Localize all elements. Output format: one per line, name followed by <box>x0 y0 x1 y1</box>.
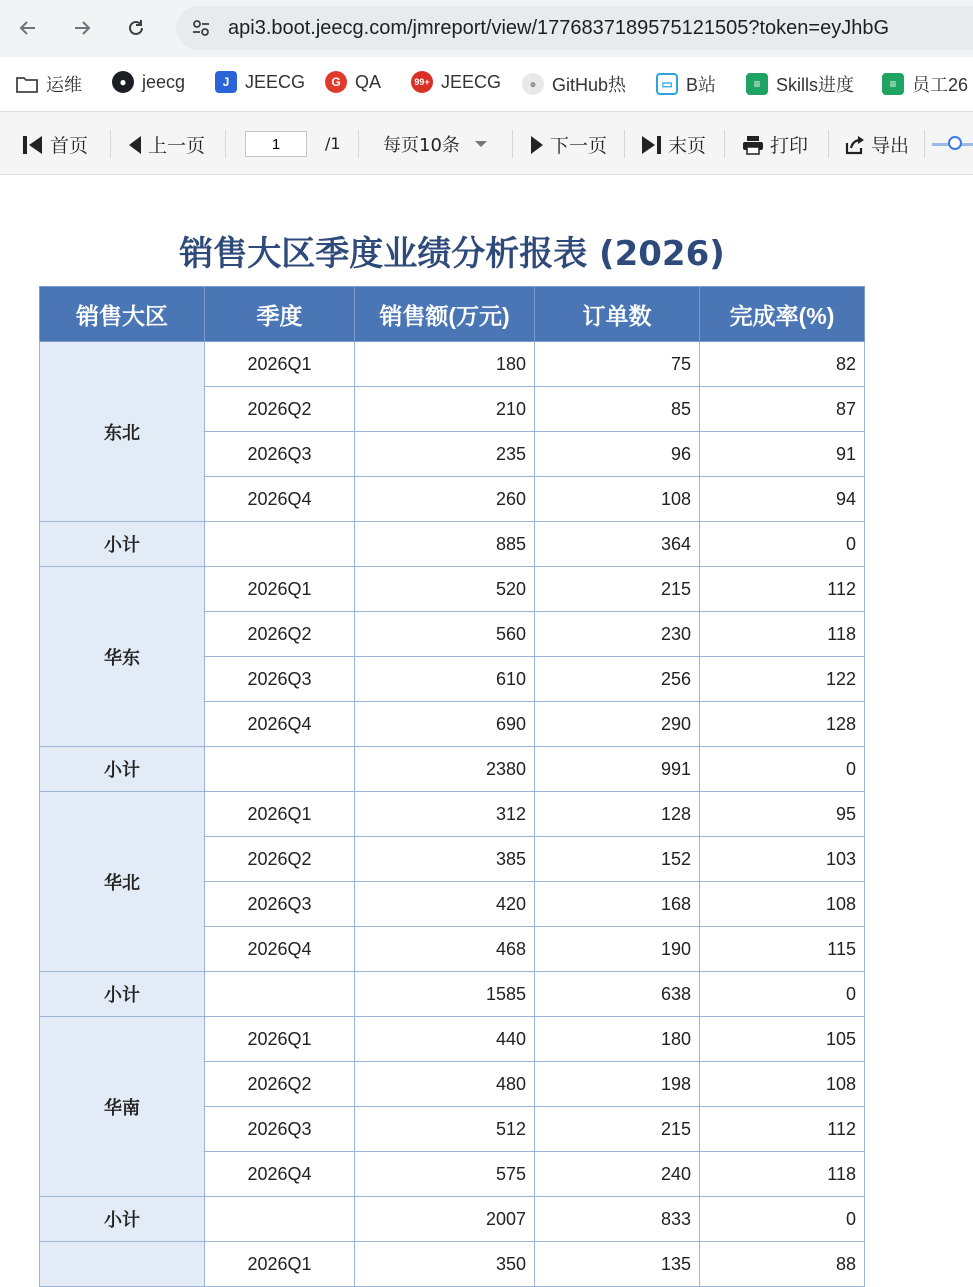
table-row <box>40 567 865 612</box>
bookmark-label: B站 <box>686 75 717 95</box>
orders-cell: 128 <box>535 792 700 837</box>
col-header-completion: 完成率(%) <box>700 287 865 342</box>
reload-icon <box>125 17 147 39</box>
subtotal-sales-cell: 2380 <box>355 747 535 792</box>
orders-cell: 108 <box>535 477 700 522</box>
next-page-label: 下一页 <box>550 135 608 157</box>
page-size-select[interactable] <box>383 131 488 157</box>
zoom-slider[interactable] <box>932 138 973 152</box>
divider <box>110 130 111 158</box>
quarter-cell: 2026Q4 <box>205 477 355 522</box>
sales-cell: 610 <box>355 657 535 702</box>
col-header-orders: 订单数 <box>535 287 700 342</box>
completion-cell: 103 <box>700 837 865 882</box>
jeecg-icon: J <box>215 71 237 93</box>
page-number-input[interactable] <box>245 131 307 157</box>
page-total: /1 <box>325 134 341 153</box>
bookmark-staff[interactable] <box>882 71 968 97</box>
completion-cell: 108 <box>700 882 865 927</box>
completion-cell: 128 <box>700 702 865 747</box>
orders-cell: 230 <box>535 612 700 657</box>
divider <box>924 130 925 158</box>
sales-cell: 180 <box>355 342 535 387</box>
bookmarks-bar <box>0 57 973 112</box>
caret-left-icon <box>128 135 142 155</box>
sheet-icon: ≡ <box>882 73 904 95</box>
bookmark-skills[interactable] <box>746 71 854 97</box>
completion-cell: 115 <box>700 927 865 972</box>
export-button[interactable] <box>845 131 909 158</box>
table-row <box>40 1242 865 1287</box>
last-page-icon <box>640 135 662 155</box>
completion-cell: 112 <box>700 1107 865 1152</box>
bookmark-qa[interactable] <box>325 71 381 93</box>
orders-cell: 135 <box>535 1242 700 1287</box>
github-icon: ● <box>522 73 544 95</box>
sales-cell: 520 <box>355 567 535 612</box>
completion-cell: 108 <box>700 1062 865 1107</box>
first-page-button[interactable] <box>22 131 88 158</box>
last-page-label: 末页 <box>668 135 707 157</box>
table-header-row <box>40 287 865 342</box>
subtotal-quarter-cell <box>205 972 355 1017</box>
bookmark-label: jeecg <box>142 71 186 92</box>
quarter-cell: 2026Q2 <box>205 837 355 882</box>
orders-cell: 85 <box>535 387 700 432</box>
bookmark-label: GitHub热 <box>552 75 627 95</box>
table-row <box>40 792 865 837</box>
sales-cell: 260 <box>355 477 535 522</box>
quarter-cell: 2026Q1 <box>205 567 355 612</box>
orders-cell: 75 <box>535 342 700 387</box>
quarter-cell: 2026Q2 <box>205 387 355 432</box>
report-title: 销售大区季度业绩分析报表 (2026) <box>179 234 725 274</box>
quarter-cell: 2026Q1 <box>205 792 355 837</box>
report-toolbar <box>0 112 973 175</box>
export-icon <box>845 135 865 155</box>
sales-cell: 420 <box>355 882 535 927</box>
region-cell: 华东 <box>40 567 205 747</box>
table-body <box>40 342 865 1287</box>
subtotal-sales-cell: 2007 <box>355 1197 535 1242</box>
subtotal-orders-cell: 833 <box>535 1197 700 1242</box>
prev-page-label: 上一页 <box>148 135 206 157</box>
region-cell: 华南 <box>40 1017 205 1197</box>
region-cell: 东北 <box>40 342 205 522</box>
bookmark-label: JEECG <box>441 71 502 92</box>
folder-icon <box>16 73 38 95</box>
quarter-cell: 2026Q4 <box>205 702 355 747</box>
sales-cell: 575 <box>355 1152 535 1197</box>
print-label: 打印 <box>770 135 809 157</box>
bookmark-yunwei[interactable] <box>16 71 82 97</box>
subtotal-label: 小计 <box>40 522 205 567</box>
next-page-button[interactable] <box>530 131 607 158</box>
qa-icon: G <box>325 71 347 93</box>
reload-button[interactable] <box>120 12 152 44</box>
browser-address-bar <box>0 0 973 57</box>
completion-cell: 105 <box>700 1017 865 1062</box>
bookmark-jeecg-2[interactable] <box>411 71 501 93</box>
quarter-cell: 2026Q1 <box>205 1017 355 1062</box>
bookmark-github-hot[interactable] <box>522 71 626 97</box>
sales-cell: 560 <box>355 612 535 657</box>
print-button[interactable] <box>742 131 808 158</box>
table-row <box>40 342 865 387</box>
bilibili-icon: ▭ <box>656 73 678 95</box>
quarter-cell: 2026Q3 <box>205 657 355 702</box>
subtotal-sales-cell: 1585 <box>355 972 535 1017</box>
subtotal-orders-cell: 991 <box>535 747 700 792</box>
sales-cell: 690 <box>355 702 535 747</box>
completion-cell: 118 <box>700 612 865 657</box>
subtotal-completion-cell: 0 <box>700 972 865 1017</box>
bookmark-label: 运维 <box>46 75 82 95</box>
arrow-left-icon <box>17 17 39 39</box>
quarter-cell: 2026Q2 <box>205 612 355 657</box>
subtotal-label: 小计 <box>40 972 205 1017</box>
orders-cell: 215 <box>535 1107 700 1152</box>
orders-cell: 152 <box>535 837 700 882</box>
subtotal-row <box>40 972 865 1017</box>
back-button[interactable] <box>12 12 44 44</box>
divider <box>512 130 513 158</box>
prev-page-button[interactable] <box>128 131 205 158</box>
quarter-cell: 2026Q4 <box>205 1152 355 1197</box>
printer-icon <box>742 135 764 155</box>
forward-button[interactable] <box>66 12 98 44</box>
orders-cell: 215 <box>535 567 700 612</box>
completion-cell: 122 <box>700 657 865 702</box>
quarter-cell: 2026Q3 <box>205 1107 355 1152</box>
sales-cell: 385 <box>355 837 535 882</box>
completion-cell: 82 <box>700 342 865 387</box>
subtotal-orders-cell: 638 <box>535 972 700 1017</box>
export-label: 导出 <box>871 135 910 157</box>
completion-cell: 91 <box>700 432 865 477</box>
subtotal-row <box>40 522 865 567</box>
subtotal-label: 小计 <box>40 1197 205 1242</box>
divider <box>225 130 226 158</box>
caret-right-icon <box>530 135 544 155</box>
subtotal-quarter-cell <box>205 1197 355 1242</box>
last-page-button[interactable] <box>640 131 706 158</box>
quarter-cell: 2026Q1 <box>205 342 355 387</box>
completion-cell: 87 <box>700 387 865 432</box>
completion-cell: 88 <box>700 1242 865 1287</box>
subtotal-row <box>40 747 865 792</box>
quarter-cell: 2026Q3 <box>205 882 355 927</box>
sales-cell: 480 <box>355 1062 535 1107</box>
completion-cell: 95 <box>700 792 865 837</box>
divider <box>724 130 725 158</box>
quarter-cell: 2026Q2 <box>205 1062 355 1107</box>
sheet-icon: ≡ <box>746 73 768 95</box>
chevron-down-icon <box>474 139 488 149</box>
subtotal-completion-cell: 0 <box>700 747 865 792</box>
quarter-cell: 2026Q4 <box>205 927 355 972</box>
region-cell: 华北 <box>40 792 205 972</box>
col-header-region: 销售大区 <box>40 287 205 342</box>
url-bar[interactable] <box>176 6 973 50</box>
region-cell <box>40 1242 205 1287</box>
sales-cell: 312 <box>355 792 535 837</box>
sales-cell: 235 <box>355 432 535 477</box>
divider <box>624 130 625 158</box>
col-header-sales: 销售额(万元) <box>355 287 535 342</box>
completion-cell: 118 <box>700 1152 865 1197</box>
site-info-icon[interactable] <box>186 13 216 43</box>
subtotal-quarter-cell <box>205 747 355 792</box>
orders-cell: 240 <box>535 1152 700 1197</box>
subtotal-completion-cell: 0 <box>700 522 865 567</box>
completion-cell: 112 <box>700 567 865 612</box>
sales-cell: 440 <box>355 1017 535 1062</box>
divider <box>828 130 829 158</box>
col-header-quarter: 季度 <box>205 287 355 342</box>
bookmark-label: 员工26 <box>912 75 969 95</box>
orders-cell: 96 <box>535 432 700 477</box>
badge-icon: 99+ <box>411 71 433 93</box>
orders-cell: 168 <box>535 882 700 927</box>
bookmark-label: Skills进度 <box>776 75 855 95</box>
sales-cell: 350 <box>355 1242 535 1287</box>
arrow-right-icon <box>71 17 93 39</box>
report-table <box>39 286 865 1287</box>
orders-cell: 198 <box>535 1062 700 1107</box>
github-icon: ● <box>112 71 134 93</box>
quarter-cell: 2026Q3 <box>205 432 355 477</box>
first-page-label: 首页 <box>50 135 89 157</box>
bookmark-bilibili[interactable] <box>656 71 716 97</box>
subtotal-orders-cell: 364 <box>535 522 700 567</box>
sales-cell: 512 <box>355 1107 535 1152</box>
orders-cell: 256 <box>535 657 700 702</box>
subtotal-label: 小计 <box>40 747 205 792</box>
page-size-label: 每页10条 <box>383 135 460 156</box>
subtotal-row <box>40 1197 865 1242</box>
subtotal-quarter-cell <box>205 522 355 567</box>
url-text[interactable]: api3.boot.jeecg.com/jmreport/view/1776837189575121505?token=eyJhbG <box>228 16 890 39</box>
orders-cell: 180 <box>535 1017 700 1062</box>
quarter-cell: 2026Q1 <box>205 1242 355 1287</box>
sales-cell: 468 <box>355 927 535 972</box>
bookmark-jeecg[interactable] <box>215 71 305 93</box>
completion-cell: 94 <box>700 477 865 522</box>
sales-cell: 210 <box>355 387 535 432</box>
bookmark-jeecg-github[interactable] <box>112 71 185 93</box>
subtotal-sales-cell: 885 <box>355 522 535 567</box>
subtotal-completion-cell: 0 <box>700 1197 865 1242</box>
first-page-icon <box>22 135 44 155</box>
divider <box>358 130 359 158</box>
orders-cell: 190 <box>535 927 700 972</box>
bookmark-label: QA <box>355 71 382 92</box>
bookmark-label: JEECG <box>245 71 306 92</box>
table-row <box>40 1017 865 1062</box>
orders-cell: 290 <box>535 702 700 747</box>
zoom-handle[interactable] <box>948 136 962 150</box>
